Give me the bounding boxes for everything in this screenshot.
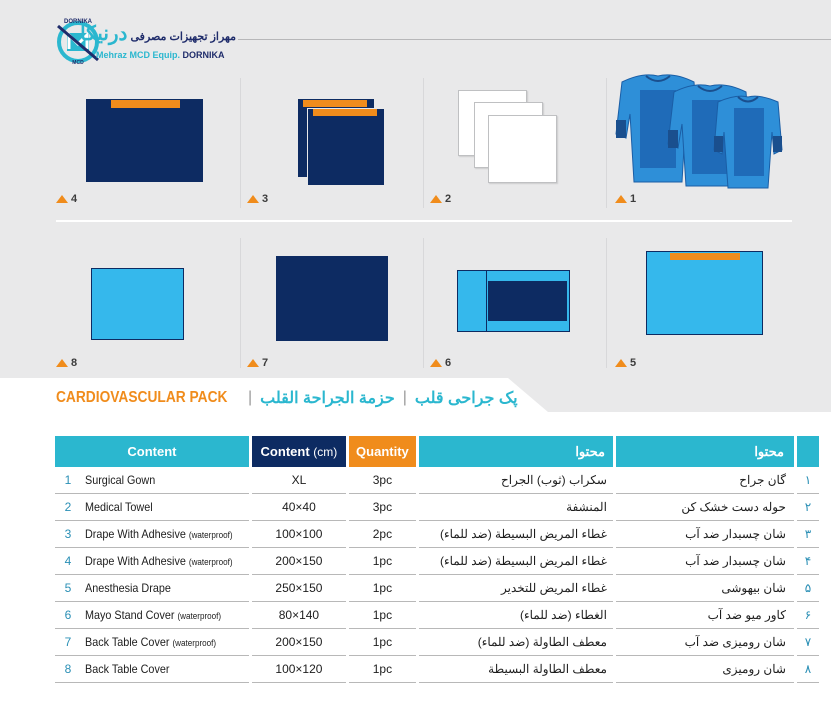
- pack-contents-table: [55, 436, 819, 683]
- item-name-en: Back Table Cover (waterproof): [81, 629, 249, 656]
- item-number-3: 3: [247, 193, 268, 205]
- triangle-marker-icon: [615, 359, 627, 367]
- brand-name-en: [96, 50, 225, 60]
- item-number-5: 5: [615, 357, 636, 369]
- row-number-fa: ۷: [797, 629, 819, 656]
- row-number: 4: [55, 548, 81, 575]
- item-size: 200×150: [252, 629, 346, 656]
- item-name-fa: گان جراح: [616, 467, 794, 494]
- triangle-marker-icon: [56, 195, 68, 203]
- row-number-fa: ۳: [797, 521, 819, 548]
- brand-name-fa-prefix: مهراز تجهیزات مصرفی: [130, 31, 236, 43]
- brand-name-en-prefix: Mehraz MCD Equip.: [96, 50, 181, 60]
- header-size: Content (cm): [252, 436, 346, 467]
- pack-title-en: CARDIOVASCULAR PACK: [56, 389, 228, 406]
- table-header-row: [55, 436, 819, 467]
- drape-100x100-illustration: [307, 108, 384, 185]
- item-name-fa: شان بیهوشی: [616, 575, 794, 602]
- item-name-ar: غطاء المريض البسيطة (ضد للماء): [419, 548, 613, 575]
- item-name-ar: سکراب (ثوب) الجراح: [419, 467, 613, 494]
- brand-name-fa: [80, 21, 236, 46]
- table-row: [55, 602, 819, 629]
- item-quantity: 1pc: [349, 575, 416, 602]
- item-quantity: 2pc: [349, 521, 416, 548]
- header-content-fa: محتوا: [616, 436, 794, 467]
- item-name-ar: معطف الطاولة البسيطة: [419, 656, 613, 683]
- triangle-marker-icon: [615, 195, 627, 203]
- item-name-en: Surgical Gown: [81, 467, 249, 494]
- item-number-6: 6: [430, 357, 451, 369]
- item-note: (waterproof): [177, 611, 222, 621]
- grid-divider: [423, 238, 424, 368]
- grid-row-divider: [56, 220, 792, 222]
- adhesive-strip: [111, 100, 180, 108]
- adhesive-strip: [313, 109, 377, 116]
- title-separator: |: [248, 389, 253, 406]
- item-name-en: Drape With Adhesive (waterproof): [81, 548, 249, 575]
- triangle-marker-icon: [247, 195, 259, 203]
- item-size: 200×150: [252, 548, 346, 575]
- item-size: 40×40: [252, 494, 346, 521]
- item-name-en: Medical Towel: [81, 494, 249, 521]
- item-name-en: Mayo Stand Cover (waterproof): [81, 602, 249, 629]
- item-size: XL: [252, 467, 346, 494]
- item-quantity: 1pc: [349, 656, 416, 683]
- item-name-fa: شان چسبدار ضد آب: [616, 521, 794, 548]
- row-number-fa: ۵: [797, 575, 819, 602]
- brand-name-en-main: DORNIKA: [182, 50, 225, 60]
- row-number: 8: [55, 656, 81, 683]
- back-table-cover-100x120-illustration: [91, 268, 184, 340]
- header-content-en: Content: [55, 436, 249, 467]
- header-quantity: Quantity: [349, 436, 416, 467]
- surgical-gown-illustration: [612, 72, 786, 190]
- header-rule: [238, 39, 831, 40]
- triangle-marker-icon: [430, 359, 442, 367]
- item-note: (waterproof): [172, 638, 217, 648]
- item-name-fa: کاور میو ضد آب: [616, 602, 794, 629]
- item-size: 100×100: [252, 521, 346, 548]
- grid-divider: [423, 78, 424, 208]
- logo-top-text: DORNIKA: [64, 19, 92, 25]
- item-note: (waterproof): [188, 530, 233, 540]
- item-name-en: Back Table Cover: [81, 656, 249, 683]
- brand-name-fa-main: درنیکا: [80, 23, 128, 45]
- item-number-2: 2: [430, 193, 451, 205]
- item-name-ar: غطاء المريض البسيطة (ضد للماء): [419, 521, 613, 548]
- item-name-fa: شان رومیزی ضد آب: [616, 629, 794, 656]
- row-number-fa: ۴: [797, 548, 819, 575]
- row-number: 2: [55, 494, 81, 521]
- adhesive-strip: [303, 100, 367, 107]
- table-row: [55, 629, 819, 656]
- item-size: 100×120: [252, 656, 346, 683]
- row-number: 3: [55, 521, 81, 548]
- mayo-cover-seam: [486, 270, 487, 332]
- logo-bottom-text: MCD: [72, 60, 84, 66]
- triangle-marker-icon: [56, 359, 68, 367]
- header-content-ar: محتوا: [419, 436, 613, 467]
- row-number-fa: ۱: [797, 467, 819, 494]
- grid-divider: [606, 78, 607, 208]
- row-number-fa: ۸: [797, 656, 819, 683]
- item-number-7: 7: [247, 357, 268, 369]
- item-quantity: 3pc: [349, 494, 416, 521]
- drape-200x150-illustration: [86, 99, 203, 182]
- table-row: [55, 467, 819, 494]
- table-row: [55, 656, 819, 683]
- adhesive-strip: [670, 253, 740, 260]
- item-number-8: 8: [56, 357, 77, 369]
- triangle-marker-icon: [247, 359, 259, 367]
- item-name-fa: شان چسبدار ضد آب: [616, 548, 794, 575]
- table-row: [55, 548, 819, 575]
- item-name-ar: الغطاء (ضد للماء): [419, 602, 613, 629]
- mayo-cover-pocket: [488, 281, 567, 321]
- item-size: 80×140: [252, 602, 346, 629]
- back-table-cover-200x150-illustration: [276, 256, 388, 341]
- table-row: [55, 521, 819, 548]
- item-quantity: 3pc: [349, 467, 416, 494]
- table-row: [55, 494, 819, 521]
- table-row: [55, 575, 819, 602]
- row-number: 7: [55, 629, 81, 656]
- item-quantity: 1pc: [349, 629, 416, 656]
- item-name-en: Anesthesia Drape: [81, 575, 249, 602]
- medical-towel-illustration: [488, 115, 557, 183]
- item-quantity: 1pc: [349, 602, 416, 629]
- item-number-1: 1: [615, 193, 636, 205]
- row-number-fa: ۶: [797, 602, 819, 629]
- grid-divider: [606, 238, 607, 368]
- row-number: 5: [55, 575, 81, 602]
- title-separator: |: [402, 389, 407, 406]
- triangle-marker-icon: [430, 195, 442, 203]
- item-size: 250×150: [252, 575, 346, 602]
- anesthesia-drape-illustration: [646, 251, 763, 335]
- item-name-en: Drape With Adhesive (waterproof): [81, 521, 249, 548]
- item-name-ar: معطف الطاولة (ضد للماء): [419, 629, 613, 656]
- item-name-ar: المنشفة: [419, 494, 613, 521]
- pack-title-ar: حزمة الجراحة القلب: [260, 390, 395, 407]
- grid-divider: [240, 78, 241, 208]
- pack-title: [56, 384, 518, 412]
- row-number: 6: [55, 602, 81, 629]
- item-quantity: 1pc: [349, 548, 416, 575]
- item-name-ar: غطاء المريض للتخدير: [419, 575, 613, 602]
- header-fa-number: [797, 436, 819, 467]
- row-number-fa: ۲: [797, 494, 819, 521]
- item-name-fa: شان رومیزی: [616, 656, 794, 683]
- item-name-fa: حوله دست خشک کن: [616, 494, 794, 521]
- item-note: (waterproof): [188, 557, 233, 567]
- grid-divider: [240, 238, 241, 368]
- pack-title-fa: پک جراحی قلب: [414, 390, 518, 407]
- row-number: 1: [55, 467, 81, 494]
- item-number-4: 4: [56, 193, 77, 205]
